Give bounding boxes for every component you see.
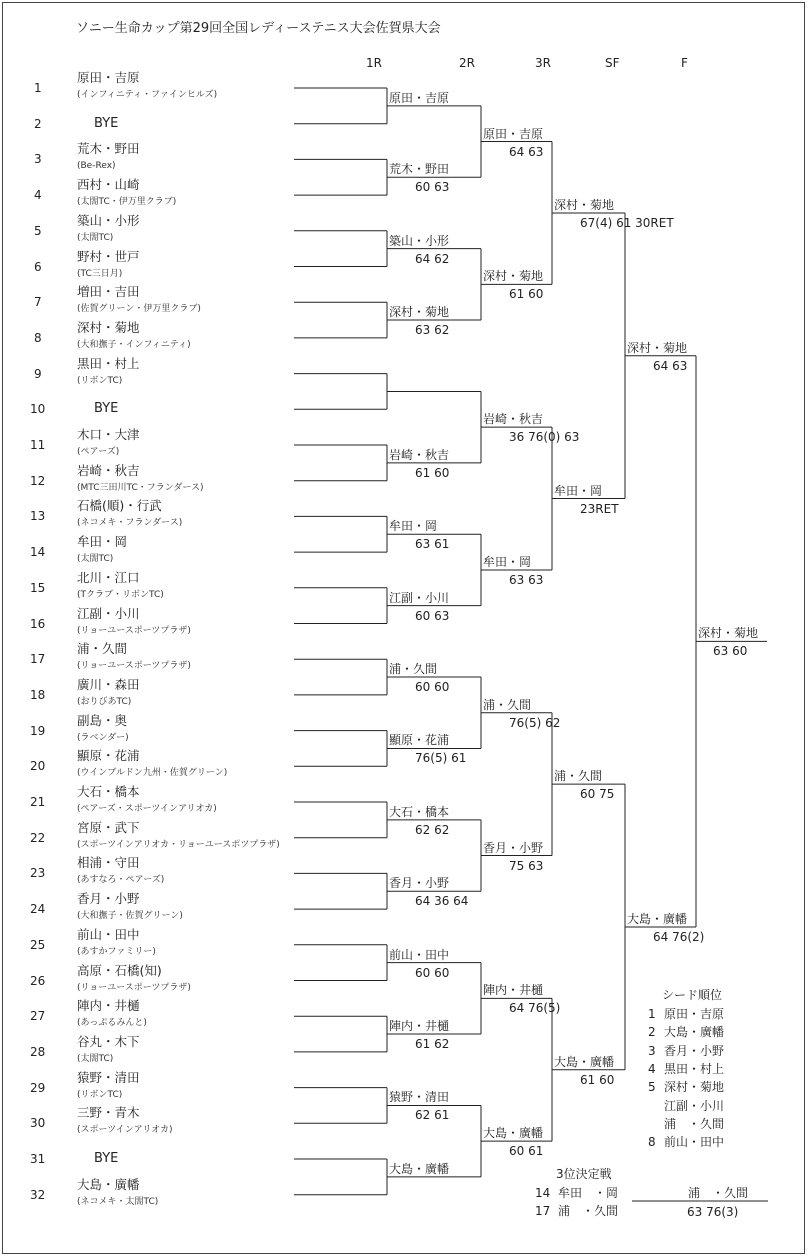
entry-name: 顯原・花浦 [77, 748, 140, 764]
seed-number: 8 [648, 1135, 656, 1150]
entry-name: 相浦・守田 [77, 855, 140, 871]
entry-name: 陣内・井樋 [77, 998, 140, 1014]
entry-club: (大和撫子・佐賀グリーン) [77, 911, 183, 922]
entry-number: 31 [30, 1152, 46, 1166]
match-winner: 香月・小野 [389, 876, 450, 891]
match-winner: 大島・廣幡 [389, 1161, 450, 1176]
entry-number: 6 [34, 259, 42, 274]
entry-club: (ウインブルドン九州・佐賀グリーン) [77, 768, 228, 779]
entry-number: 7 [34, 295, 42, 310]
entry-number: 11 [30, 438, 46, 452]
entry-name: 岩崎・秋吉 [77, 462, 140, 478]
seed-name: 前山・田中 [664, 1135, 725, 1150]
match-winner: 深村・菊地 [554, 197, 615, 212]
entry-club: (あすかファミリー) [77, 946, 156, 957]
entry-number: 2 [34, 116, 42, 131]
match-winner: 岩崎・秋吉 [389, 447, 450, 462]
entry-number: 26 [30, 973, 46, 988]
entry-club: (ペアーズ・スポーツインアリオカ) [77, 804, 217, 814]
entry-number: 9 [34, 366, 42, 381]
match-winner: 牟田・岡 [483, 554, 532, 569]
match-score: 64 36 64 [415, 894, 469, 909]
champion-name: 深村・菊地 [698, 626, 759, 641]
entry-club: (Be-Rex) [77, 161, 116, 172]
third-place-a-num: 14 [535, 1186, 551, 1200]
entry-club: (あっぷるみんと) [77, 1018, 147, 1029]
match-score: 60 60 [415, 965, 450, 980]
entry-club: (リョーユースポーツプラザ) [77, 982, 191, 993]
third-place-b-name: 浦 ・久間 [558, 1204, 619, 1218]
third-place-score: 63 76(3) [687, 1205, 739, 1219]
bye-label: BYE [94, 1151, 119, 1166]
entry-name: 浦・久間 [77, 641, 128, 657]
seed-name: 大島・廣幡 [664, 1025, 725, 1040]
match-winner: 牟田・岡 [554, 483, 603, 498]
match-score: 62 62 [415, 822, 450, 837]
entry-number: 27 [30, 1009, 46, 1024]
entry-club: (太閤TC) [77, 232, 114, 243]
match-winner: 牟田・岡 [389, 519, 438, 534]
match-score: 61 62 [415, 1037, 450, 1052]
round-header-3r: 3R [535, 56, 551, 70]
match-winner: 前山・田中 [389, 947, 450, 962]
entry-club: (大和撫子・インフィニティ) [77, 339, 191, 350]
match-score: 60 61 [509, 1144, 544, 1159]
match-winner: 香月・小野 [483, 840, 544, 855]
entry-number: 18 [30, 687, 46, 702]
entry-number: 29 [30, 1080, 46, 1095]
third-place-title: 3位決定戦 [556, 1167, 612, 1181]
match-winner: 江副・小川 [389, 590, 450, 605]
match-score: 63 61 [415, 537, 450, 552]
match-score: 64 63 [653, 358, 688, 373]
match-score: 60 63 [415, 180, 450, 195]
entry-club: (ペアーズ) [77, 447, 120, 457]
seed-number: 5 [648, 1080, 656, 1095]
seed-number: 3 [648, 1043, 656, 1058]
entry-name: 木口・大津 [77, 427, 140, 442]
entry-club: (ネコメキ・太閤TC) [77, 1196, 159, 1207]
match-score: 61 60 [415, 465, 450, 480]
entry-name: 大島・廣幡 [77, 1176, 140, 1192]
entry-name: 前山・田中 [77, 926, 140, 942]
round-header-1r: 1R [366, 56, 382, 70]
match-winner: 深村・菊地 [389, 305, 450, 320]
match-score: 61 60 [580, 1072, 615, 1087]
entry-name: 三野・青木 [77, 1105, 140, 1121]
match-winner: 浦・久間 [389, 662, 438, 677]
entry-name: 築山・小形 [77, 212, 140, 228]
seed-name: 香月・小野 [664, 1043, 725, 1058]
round-header-2r: 2R [459, 56, 475, 70]
entry-club: (リボンTC) [77, 1089, 123, 1100]
match-score: 63 62 [415, 323, 450, 338]
entry-club: (スポーツインアリオカ) [77, 1125, 173, 1136]
match-winner: 深村・菊地 [483, 269, 544, 284]
entry-name: 猿野・清田 [77, 1069, 140, 1085]
entry-number: 22 [30, 830, 46, 845]
entry-club: (太閤TC・伊万里クラブ) [77, 197, 177, 208]
match-winner: 原田・吉原 [389, 90, 450, 105]
match-score: 76(5) 61 [415, 751, 467, 766]
entry-name: 高原・石橋(知) [77, 962, 162, 978]
seed-name: 原田・吉原 [664, 1007, 725, 1021]
entry-club: (Tクラブ・リボンTC) [77, 589, 164, 600]
third-place-a-name: 牟田 ・岡 [558, 1186, 619, 1200]
entry-number: 1 [34, 81, 42, 95]
entry-name: 香月・小野 [77, 891, 140, 907]
entry-club: (スポーツインアリオカ・リョーユースポツプラザ) [77, 839, 280, 850]
entry-number: 13 [30, 509, 46, 524]
match-winner: 大島・廣幡 [554, 1054, 615, 1069]
entry-name: 宮原・武下 [77, 819, 140, 835]
entry-number: 23 [30, 866, 46, 881]
match-winner: 荒木・野田 [389, 162, 450, 177]
entry-name: 黒田・村上 [77, 355, 140, 371]
entry-club: (TC三日月) [77, 268, 123, 279]
entry-number: 8 [34, 330, 42, 345]
entry-number: 25 [30, 937, 46, 952]
entry-club: (ネコメキ・フランダース) [77, 518, 183, 529]
page-title: ソニー生命カップ第29回全国レディーステニス大会佐賀県大会 [76, 21, 441, 36]
entry-club: (あすなろ・ペアーズ) [77, 875, 165, 886]
entry-club: (インフィニティ・ファインヒルズ) [77, 90, 218, 100]
seed-number: 1 [648, 1007, 656, 1021]
third-place-b-num: 17 [535, 1204, 551, 1218]
final-score: 63 60 [713, 644, 748, 659]
entry-name: 石橋(順)・行武 [77, 498, 162, 514]
match-winner: 猿野・清田 [389, 1090, 450, 1105]
match-score: 23RET [580, 501, 619, 516]
entry-name: 深村・菊地 [77, 319, 140, 335]
entry-club: (リョーユースポーツプラザ) [77, 661, 191, 672]
match-score: 75 63 [509, 858, 544, 873]
entry-number: 14 [30, 545, 46, 560]
match-winner: 原田・吉原 [483, 126, 544, 141]
match-score: 64 62 [415, 251, 450, 266]
entry-name: 原田・吉原 [77, 70, 140, 85]
match-score: 60 60 [415, 680, 450, 695]
entry-number: 28 [30, 1044, 46, 1059]
entry-number: 5 [34, 223, 42, 238]
match-score: 64 76(2) [653, 929, 705, 944]
bye-label: BYE [94, 401, 119, 417]
entry-name: 西村・山崎 [77, 177, 140, 193]
round-header-sf: SF [605, 56, 620, 70]
entry-name: 江副・小川 [77, 605, 140, 621]
entry-club: (おりびあTC) [77, 696, 132, 707]
match-winner: 陣内・井樋 [389, 1019, 450, 1034]
entry-number: 19 [30, 723, 46, 738]
entry-name: 野村・世戸 [77, 248, 140, 264]
seed-name: 黒田・村上 [664, 1061, 725, 1076]
match-score: 64 63 [509, 144, 544, 159]
entry-name: 増田・吉田 [77, 284, 140, 300]
entry-number: 30 [30, 1116, 46, 1131]
entry-number: 4 [34, 188, 42, 203]
match-score: 62 61 [415, 1108, 450, 1123]
bye-label: BYE [94, 115, 119, 131]
match-winner: 大島・廣幡 [483, 1126, 544, 1141]
seed-list-title: シード順位 [662, 988, 723, 1002]
entry-club: (リボンTC) [77, 375, 123, 386]
match-score: 60 75 [580, 787, 615, 802]
entry-number: 20 [30, 759, 46, 774]
entry-club: (太閤TC) [77, 554, 114, 565]
match-winner: 岩崎・秋吉 [483, 412, 544, 427]
entry-name: 荒木・野田 [77, 141, 140, 157]
match-score: 36 76(0) 63 [509, 430, 580, 445]
match-winner: 大石・橋本 [389, 804, 450, 819]
entry-club: (太閤TC) [77, 1053, 114, 1064]
match-winner: 築山・小形 [389, 233, 450, 248]
seed-number: 2 [648, 1025, 656, 1040]
match-winner: 陣内・井樋 [483, 983, 544, 998]
match-score: 64 76(5) [509, 1001, 561, 1016]
match-winner: 深村・菊地 [627, 340, 688, 355]
match-winner: 浦・久間 [483, 697, 532, 712]
entry-name: 副島・奥 [77, 712, 128, 728]
entry-number: 21 [30, 795, 46, 809]
seed-name: 深村・菊地 [664, 1080, 725, 1095]
round-header-f: F [681, 56, 688, 70]
third-place-winner: 浦 ・久間 [688, 1186, 749, 1200]
entry-name: 北川・江口 [77, 569, 140, 585]
entry-club: (リョーユースポーツプラザ) [77, 625, 191, 636]
match-score: 67(4) 61 30RET [580, 215, 674, 230]
match-winner: 顯原・花浦 [389, 733, 450, 748]
entry-number: 10 [30, 402, 46, 417]
entry-club: (ラベンダー) [77, 732, 129, 743]
match-score: 61 60 [509, 287, 544, 302]
entry-name: 谷丸・木下 [77, 1033, 140, 1049]
entry-number: 32 [30, 1187, 46, 1202]
entry-number: 12 [30, 473, 46, 488]
match-score: 63 63 [509, 572, 544, 587]
entry-number: 17 [30, 652, 46, 667]
seed-name: 江副・小川 [664, 1098, 725, 1113]
entry-name: 廣川・森田 [77, 676, 140, 692]
seed-name: 浦 ・久間 [664, 1116, 725, 1131]
entry-club: (佐賀グリーン・伊万里クラブ) [77, 304, 201, 315]
entry-number: 24 [30, 902, 46, 917]
entry-number: 15 [30, 580, 46, 595]
entry-number: 3 [34, 152, 42, 167]
seed-number: 4 [648, 1061, 656, 1076]
match-score: 60 63 [415, 608, 450, 623]
match-score: 76(5) 62 [509, 715, 561, 730]
match-winner: 大島・廣幡 [627, 911, 688, 926]
entry-name: 牟田・岡 [77, 534, 128, 550]
match-winner: 浦・久間 [554, 769, 603, 784]
entry-name: 大石・橋本 [77, 784, 140, 799]
entry-number: 16 [30, 616, 46, 631]
entry-club: (MTC三田川TC・フランダース) [77, 482, 204, 493]
